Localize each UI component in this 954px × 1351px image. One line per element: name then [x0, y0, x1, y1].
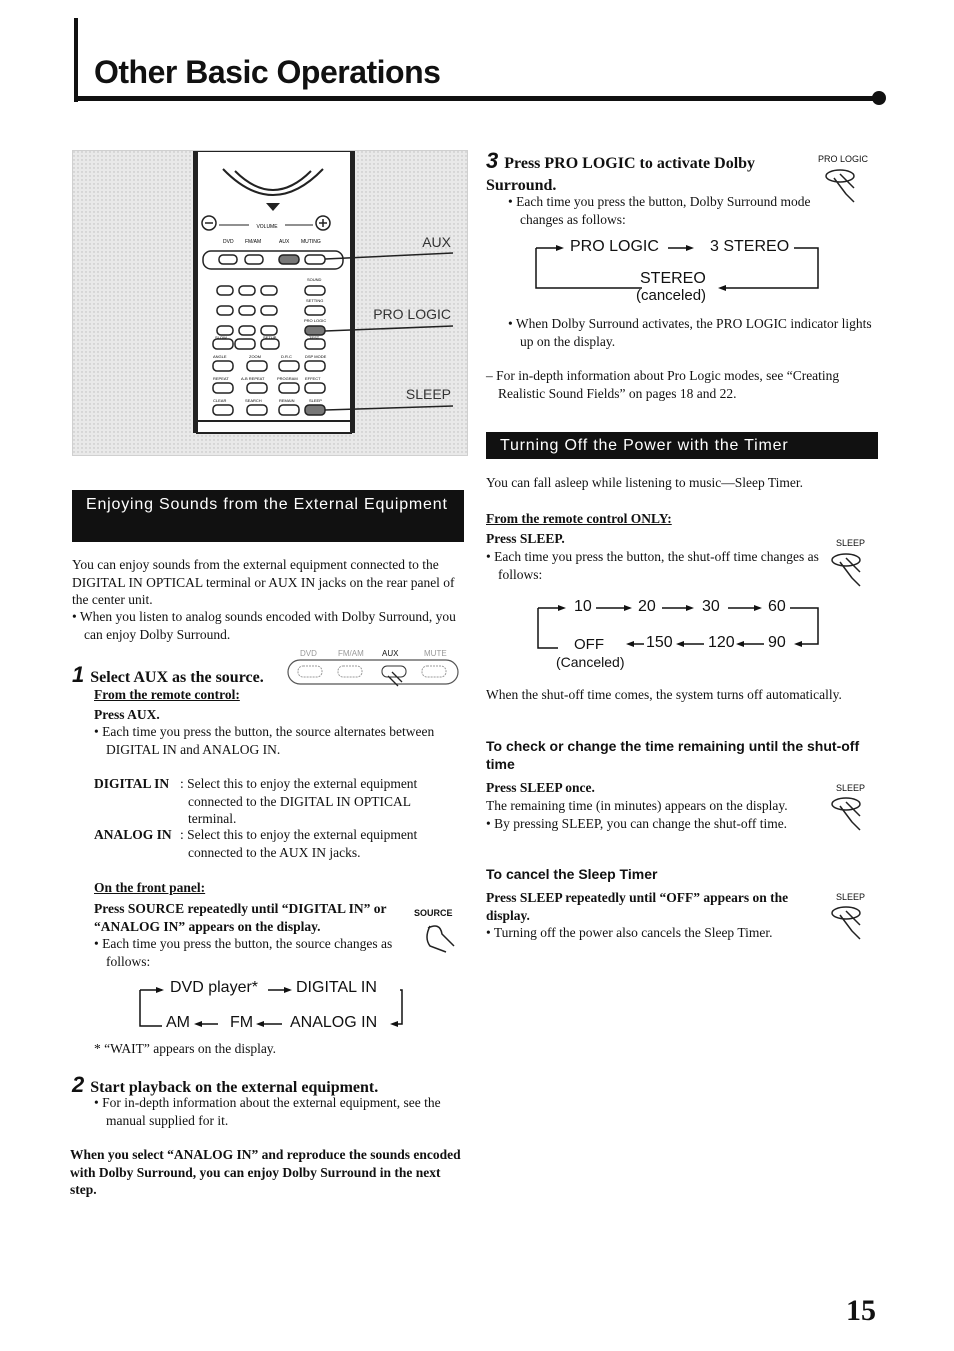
- aux-button-icon: [286, 646, 460, 688]
- timer-flow-diagram: [532, 596, 832, 674]
- source-bullet-text: Each time you press the button, the source changes as follows:: [102, 936, 393, 969]
- timer-30: 30: [702, 598, 720, 615]
- header-rule: [74, 96, 880, 101]
- pl-indicator-bullet: • When Dolby Surround activates, the PRO LOGIC indicator lights up on the display.: [508, 316, 872, 349]
- timer-120: 120: [708, 634, 735, 651]
- prologic-flow-diagram: [530, 236, 830, 308]
- remote-dvd-label: DVD: [223, 239, 234, 245]
- step2-number: 2: [72, 1072, 85, 1097]
- timer-60: 60: [768, 598, 786, 615]
- remote-repeat-label: REPEAT: [213, 376, 229, 381]
- timer-10: 10: [574, 598, 592, 615]
- timer-off: OFF: [574, 636, 604, 653]
- flow-dvd-player: DVD player*: [170, 979, 259, 996]
- front-panel-heading: On the front panel:: [94, 880, 206, 895]
- remote-control-drawing: [73, 151, 467, 455]
- step3-number: 3: [486, 148, 499, 173]
- remote-setting-label: SETTING: [306, 298, 324, 303]
- remote-angle-label: ANGLE: [213, 354, 227, 359]
- step3-title: Press PRO LOGIC to activate Dolby Surround.: [486, 155, 756, 194]
- remote-fmam-label: FM/AM: [245, 239, 262, 245]
- remote-setup-label: SETUP: [263, 335, 277, 340]
- step2-bullet: • For in-depth information about the external equipment, see the manual supplied for it.: [94, 1095, 441, 1128]
- flow-am: AM: [166, 1014, 190, 1031]
- sleep-bullet: • Each time you press the button, the shut-off time changes as follows:: [486, 549, 819, 582]
- cancel-sleep-instruction: Press SLEEP repeatedly until “OFF” appears on the display.: [486, 890, 789, 923]
- pl-indicator-text: When Dolby Surround activates, the PRO LOGIC indicator lights up on the display.: [515, 316, 872, 349]
- remote-control-only-heading: From the remote control ONLY:: [486, 511, 672, 526]
- remote-program-label: PROGRAM: [277, 376, 298, 381]
- step3-bullet-text: Each time you press the button, Dolby Surround mode changes as follows:: [516, 194, 811, 227]
- wait-footnote: * “WAIT” appears on the display.: [94, 1041, 277, 1056]
- section-title-timer: Turning Off the Power with the Timer: [486, 432, 878, 459]
- pl-flow-3stereo: 3 STEREO: [710, 238, 790, 255]
- remaining-bullet: • By pressing SLEEP, you can change the shut-off time.: [486, 816, 788, 831]
- aux-bullet: • Each time you press the button, the source alternates between DIGITAL IN and ANALOG IN.: [94, 724, 435, 757]
- step1-heading: [72, 662, 264, 688]
- icon-fmam-label: FM/AM: [338, 649, 364, 658]
- remote-zoom-label: ZOOM: [249, 354, 261, 359]
- source-flow-diagram: [136, 978, 426, 1038]
- pl-note: – For in-depth information about Pro Logic modes, see “Creating Realistic Sound Fields” on pages 18 and 22.: [486, 368, 840, 401]
- external-intro-bullet-text: When you listen to analog sounds encoded with Dolby Surround, you can enjoy Dolby Surround.: [79, 609, 456, 642]
- remote-sound-label: SOUND: [307, 277, 322, 282]
- press-aux: Press AUX.: [94, 707, 160, 722]
- sleep-button-label-1: SLEEP: [836, 538, 866, 548]
- step3-heading: [486, 150, 796, 197]
- timer-canceled: (Canceled): [556, 654, 625, 670]
- remote-aux-label: AUX: [279, 239, 290, 245]
- timer-20: 20: [638, 598, 656, 615]
- pl-flow-canceled: (canceled): [636, 287, 707, 304]
- sleep-button-label-2: SLEEP: [836, 783, 866, 793]
- remote-clear-label: CLEAR: [213, 398, 227, 403]
- digital-in-desc: : Select this to enjoy the external equipment connected to the DIGITAL IN OPTICAL terminal.: [180, 776, 418, 826]
- header-rule-dot: [872, 91, 886, 105]
- remote-drc-label: D.R.C: [281, 354, 292, 359]
- flow-fm: FM: [230, 1014, 254, 1031]
- flow-digital-in: DIGITAL IN: [296, 979, 377, 996]
- source-button-label: SOURCE: [414, 908, 453, 918]
- flow-analog-in: ANALOG IN: [290, 1014, 378, 1031]
- step2-title: Start playback on the external equipment.: [90, 1079, 379, 1096]
- remote-muting-label: MUTING: [301, 239, 321, 245]
- prologic-button-label: PRO LOGIC: [818, 154, 869, 164]
- remote-test-label: TEST: [309, 335, 320, 340]
- source-bullet: • Each time you press the button, the source changes as follows:: [94, 936, 393, 969]
- aux-bullet-text: Each time you press the button, the source alternates between DIGITAL IN and ANALOG IN.: [102, 724, 435, 757]
- analog-in-desc: : Select this to enjoy the external equipment connected to the AUX IN jacks.: [180, 827, 418, 860]
- icon-aux-label: AUX: [382, 649, 399, 658]
- cancel-sleep-bullet-text: Turning off the power also cancels the Sleep Timer.: [493, 925, 773, 940]
- step1-title: Select AUX as the source.: [90, 669, 264, 686]
- timer-90: 90: [768, 634, 786, 651]
- callout-sleep: SLEEP: [405, 386, 451, 402]
- timer-150: 150: [646, 634, 673, 651]
- step2-bullet-text: For in-depth information about the external equipment, see the manual supplied for it.: [102, 1095, 441, 1128]
- analog-in-closing: When you select “ANALOG IN” and reproduce the sounds encoded with Dolby Surround, you can enjoy Dolby Surround in the next step.: [70, 1147, 461, 1197]
- remote-dspmode-label: DSP MODE: [305, 354, 327, 359]
- icon-dvd-label: DVD: [300, 649, 317, 658]
- cancel-sleep-heading: To cancel the Sleep Timer: [486, 866, 658, 882]
- check-remaining-heading: To check or change the time remaining until the shut-off time: [486, 738, 860, 772]
- pl-flow-prologic: PRO LOGIC: [570, 238, 659, 255]
- prologic-finger-icon: [824, 166, 864, 211]
- step1-number: 1: [72, 662, 85, 687]
- external-intro-bullet: • When you listen to analog sounds encoded with Dolby Surround, you can enjoy Dolby Surround.: [72, 609, 456, 642]
- page-number: 15: [846, 1294, 876, 1327]
- remote-sleep-label: SLEEP: [309, 398, 322, 403]
- remote-effect-label: EFFECT: [305, 376, 321, 381]
- sleep-bullet-text: Each time you press the button, the shut-off time changes as follows:: [494, 549, 819, 582]
- section-title-external: Enjoying Sounds from the External Equipment: [72, 490, 464, 542]
- cancel-sleep-bullet: • Turning off the power also cancels the Sleep Timer.: [486, 925, 773, 940]
- step3-bullet: • Each time you press the button, Dolby Surround mode changes as follows:: [508, 194, 811, 227]
- remaining-text: The remaining time (in minutes) appears on the display.: [486, 798, 788, 813]
- remote-remain-label: REMAIN: [279, 398, 295, 403]
- callout-prologic: PRO LOGIC: [373, 306, 451, 322]
- remote-illustration: [72, 150, 468, 456]
- press-sleep-once: Press SLEEP once.: [486, 780, 595, 795]
- analog-in-term: ANALOG IN: [94, 827, 172, 842]
- remote-slow-label: SLOW: [215, 335, 227, 340]
- remote-abrepeat-label: A-B REPEAT: [241, 376, 265, 381]
- timer-intro: You can fall asleep while listening to music—Sleep Timer.: [486, 475, 803, 490]
- callout-aux: AUX: [422, 234, 451, 250]
- pl-flow-stereo: STEREO: [640, 270, 706, 287]
- header-vertical-rule: [74, 18, 78, 102]
- digital-in-term: DIGITAL IN: [94, 776, 170, 791]
- remaining-bullet-text: By pressing SLEEP, you can change the shut-off time.: [494, 816, 788, 831]
- press-source: Press SOURCE repeatedly until “DIGITAL IN” or “ANALOG IN” appears on the display.: [94, 901, 387, 934]
- sleep-button-label-3: SLEEP: [836, 892, 866, 902]
- remote-control-heading-left: From the remote control:: [94, 687, 240, 702]
- remote-volume-label: VOLUME: [256, 224, 278, 230]
- remote-prologic-label: PRO LOGIC: [304, 318, 327, 323]
- page-title: Other Basic Operations: [94, 54, 441, 90]
- source-finger-icon: [420, 920, 460, 963]
- remote-search-label: SEARCH: [245, 398, 262, 403]
- press-sleep: Press SLEEP.: [486, 531, 565, 546]
- external-intro: You can enjoy sounds from the external equipment connected to the DIGITAL IN OPTICAL terminal or AUX IN jacks on the rear panel of the center unit.: [72, 557, 455, 607]
- timer-after: When the shut-off time comes, the system turns off automatically.: [486, 687, 842, 702]
- icon-mute-label: MUTE: [424, 649, 447, 658]
